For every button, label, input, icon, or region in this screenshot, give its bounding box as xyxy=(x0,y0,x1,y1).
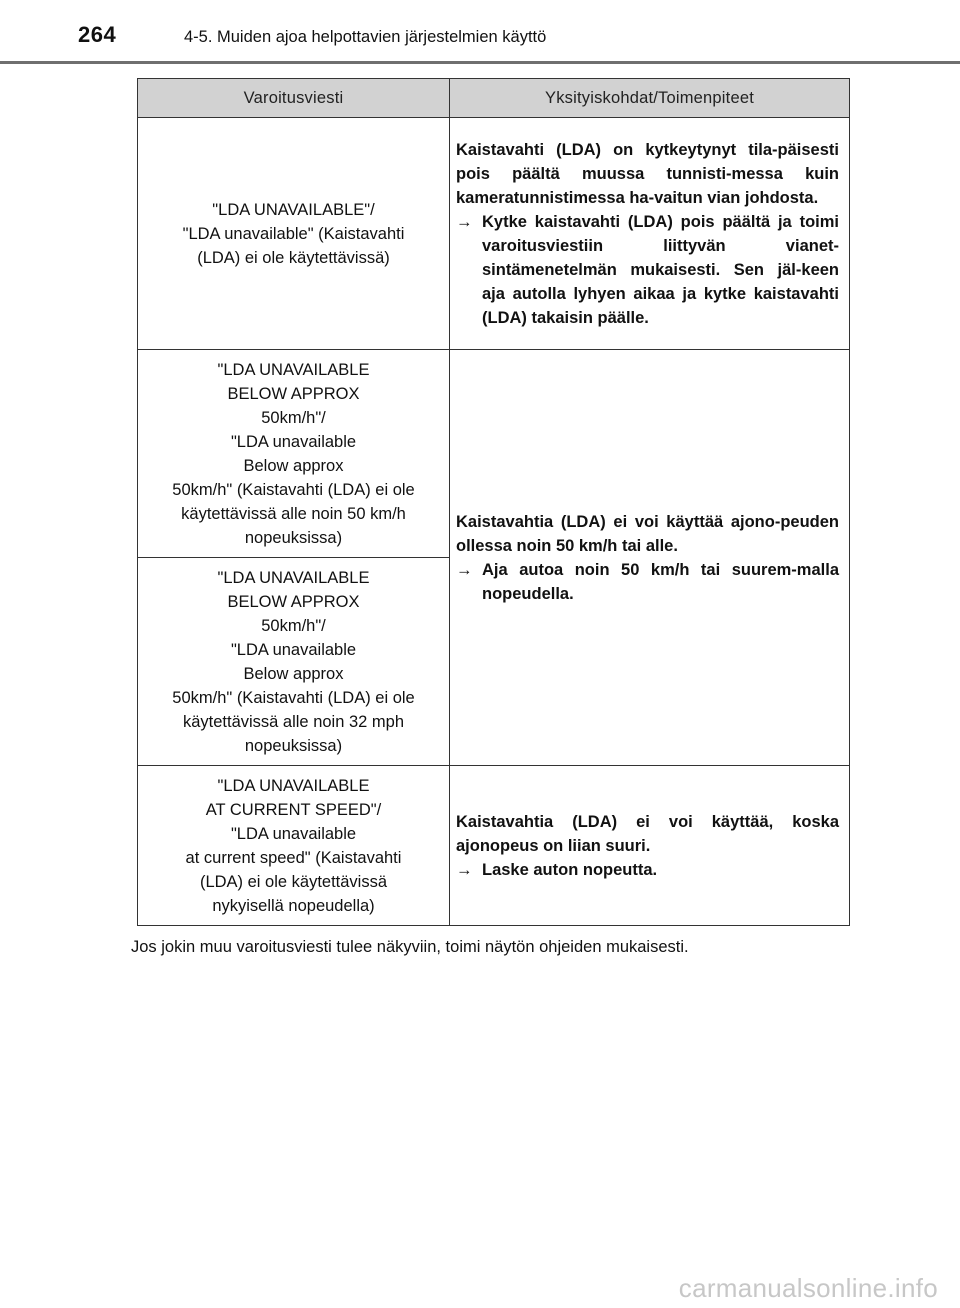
details-text: Kaistavahti (LDA) on kytkeytynyt tila-päisesti pois päältä muussa tunnisti-messa kuin kameratunnistimessa ha-vaitun vian johdosta. xyxy=(456,140,839,207)
warning-message-cell: "LDA UNAVAILABLE AT CURRENT SPEED"/ "LDA unavailable at current speed" (Kaistavahti (LDA) ei ole käytettävissä nykyisellä nopeudella) xyxy=(138,766,450,926)
action-item xyxy=(456,210,839,330)
details-cell xyxy=(450,350,850,766)
action-text: Aja autoa noin 50 km/h tai suurem-malla nopeudella. xyxy=(482,560,839,603)
section-title: 4-5. Muiden ajoa helpottavien järjestelmien käyttö xyxy=(184,28,547,46)
warning-message-cell: "LDA UNAVAILABLE"/ "LDA unavailable" (Kaistavahti (LDA) ei ole käytettävissä) xyxy=(138,118,450,350)
warning-message-cell: "LDA UNAVAILABLE BELOW APPROX 50km/h"/ "LDA unavailable Below approx 50km/h" (Kaistavahti (LDA) ei ole käytettävissä alle noin 32 mph nopeuksissa) xyxy=(138,558,450,766)
details-cell xyxy=(450,118,850,350)
footnote: Jos jokin muu varoitusviesti tulee näkyviin, toimi näytön ohjeiden mukaisesti. xyxy=(131,938,689,956)
arrow-right-icon: → xyxy=(456,860,473,879)
action-item xyxy=(456,858,839,882)
warning-messages-table xyxy=(137,78,850,926)
details-text: Kaistavahtia (LDA) ei voi käyttää, koska ajonopeus on liian suuri. xyxy=(456,812,839,855)
action-text: Kytke kaistavahti (LDA) pois päältä ja toimi varoitusviestiin liittyvän vianet-sintämenetelmän mukaisesti. Sen jäl-keen aja autolla lyhyen aikaa ja kytke kaistavahti (LDA) takaisin päälle. xyxy=(482,212,839,327)
table-header-row xyxy=(138,79,850,118)
table-row xyxy=(138,350,850,558)
column-header-details: Yksityiskohdat/Toimenpiteet xyxy=(450,79,850,118)
arrow-right-icon: → xyxy=(456,560,473,579)
details-text: Kaistavahtia (LDA) ei voi käyttää ajono-peuden ollessa noin 50 km/h tai alle. xyxy=(456,512,839,555)
watermark: carmanualsonline.info xyxy=(678,1272,938,1303)
arrow-right-icon: → xyxy=(456,212,473,231)
warning-message-cell: "LDA UNAVAILABLE BELOW APPROX 50km/h"/ "LDA unavailable Below approx 50km/h" (Kaistavahti (LDA) ei ole käytettävissä alle noin 50 km/h nopeuksissa) xyxy=(138,350,450,558)
action-text: Laske auton nopeutta. xyxy=(482,860,658,879)
table-row xyxy=(138,118,850,350)
header-divider xyxy=(0,61,960,64)
table-row xyxy=(138,766,850,926)
details-cell xyxy=(450,766,850,926)
column-header-message: Varoitusviesti xyxy=(138,79,450,118)
page-header xyxy=(0,0,960,64)
action-item xyxy=(456,558,839,606)
page-number: 264 xyxy=(78,22,117,47)
